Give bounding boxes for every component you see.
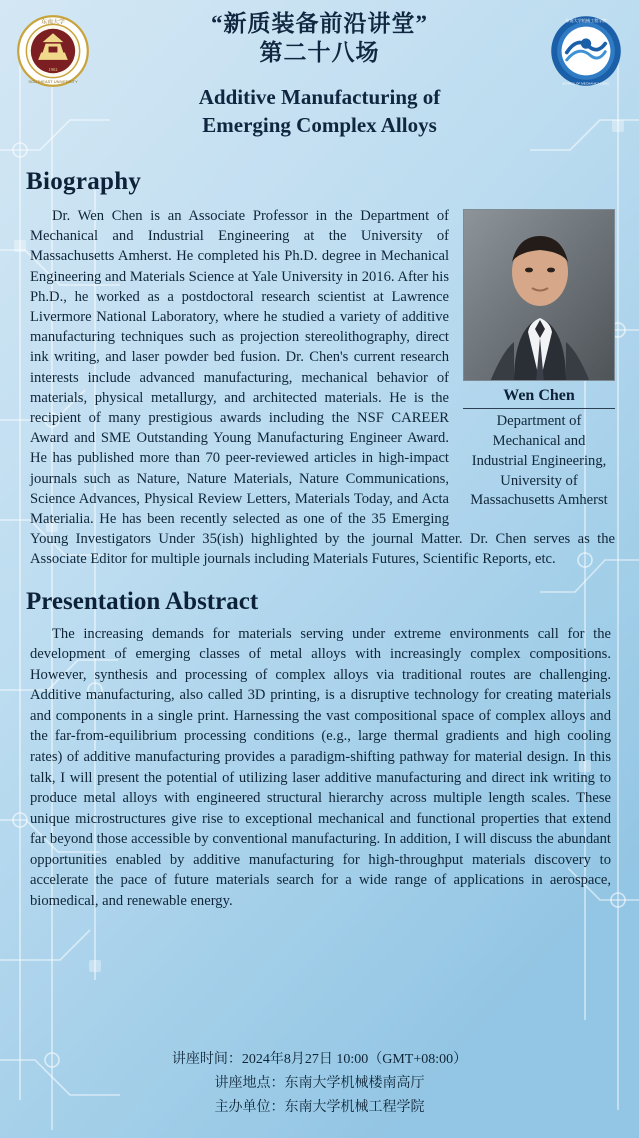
southeast-university-seal-logo <box>16 14 90 88</box>
svg-text:1902: 1902 <box>48 66 58 72</box>
abstract-body: The increasing demands for materials serving under extreme environments call for the development of emerging classes of metal alloys with increasingly complex compositions. However, synthesis and processing of complex alloys via traditional routes are challenging. Additive manufacturing, also called 3D printing, is a disruptive technology for creating materials and components in a single print. Harnessing the vast compositional space of complex alloys and the far-from-equilibrium processing conditions (e.g., large thermal gradients and high cooling rates) of additive manufacturing provides a paradigm-shifting pathway for material design. In this talk, I will present the potential of utilizing laser additive manufacturing and direct ink writing to produce metal alloys with engineered structural hierarchy across multiple length scales. These unique microstructures give rise to exceptional mechanical and functional properties that extend far beyond those accessible by conventional manufacturing. In addition, I will discuss the abundant opportunities enabled by additive manufacturing for high-throughput materials discovery to accelerate the pace of future materials search for a wide range of applications in aerospace, biomedical, and renewable energy. <box>30 625 611 909</box>
biography-section <box>0 206 639 570</box>
speaker-portrait <box>463 209 615 381</box>
event-details-footer <box>0 1048 639 1120</box>
seu-mechanical-engineering-emblem-logo <box>549 14 623 88</box>
title-english <box>104 84 535 139</box>
speaker-name: Wen Chen <box>463 381 615 409</box>
svg-text:SCHOOL OF MECHANICAL ENG.: SCHOOL OF MECHANICAL ENG. <box>562 81 610 86</box>
title-english-line2: Emerging Complex Alloys <box>202 112 437 137</box>
title-english-line1: Additive Manufacturing of <box>198 84 441 109</box>
event-host: 主办单位：东南大学机械工程学院 <box>214 1099 425 1115</box>
biography-heading: Biography <box>26 168 142 195</box>
title-block <box>0 10 639 139</box>
svg-text:东南大学机械工程学院: 东南大学机械工程学院 <box>565 18 607 24</box>
poster-header <box>0 0 639 166</box>
abstract-heading: Presentation Abstract <box>26 587 259 615</box>
speaker-card <box>463 209 615 511</box>
svg-text:SOUTHEAST UNIVERSITY: SOUTHEAST UNIVERSITY <box>28 78 78 84</box>
title-chinese-line1: “新质装备前沿讲堂” <box>211 11 428 36</box>
biography-body: Dr. Wen Chen is an Associate Professor in the Department of Mechanical and Industrial Engineering at the University of Massachusetts Amherst. He completed his Ph.D. degree in Mechanical Engineering and Materials Science at Yale University in 2016. After his Ph.D., he worked as a postdoctoral research scientist at Lawrence Livermore National Laboratory, where he studied a variety of additive manufacturing techniques such as projection stereolithography, direct ink writing, and laser powder bed fusion. Dr. Chen's current research interests include advanced manufacturing, mechanical behavior of materials, physical metallurgy, and architected materials. He is the recipient of many prestigious awards including the NSF CAREER Award and SME Outstanding Young Manufacturing Engineer Award. He has published more than 70 peer-reviewed articles in high-impact journals such as Nature, Nature Materials, Nature Communications, Science Advances, Physical Review Letters, Materials Today, and Acta Materialia. He has been recently selected as one of the 35 Emerging Young Investigators Under 35(ish) highlighted by the journal Matter. Dr. Chen serves as the Associate Editor for multiple journals including Materials Futures, Scientific Reports, etc. <box>30 208 615 568</box>
event-time: 讲座时间：2024年8月27日 10:00（GMT+08:00） <box>171 1051 468 1067</box>
event-place: 讲座地点：东南大学机械楼南高厅 <box>214 1075 425 1091</box>
svg-text:东南大学: 东南大学 <box>41 19 65 26</box>
title-chinese-line2: 第二十八场 <box>259 39 380 65</box>
speaker-affiliation: Department of Mechanical and Industrial Engineering, University of Massachusetts Amherst <box>470 413 608 509</box>
